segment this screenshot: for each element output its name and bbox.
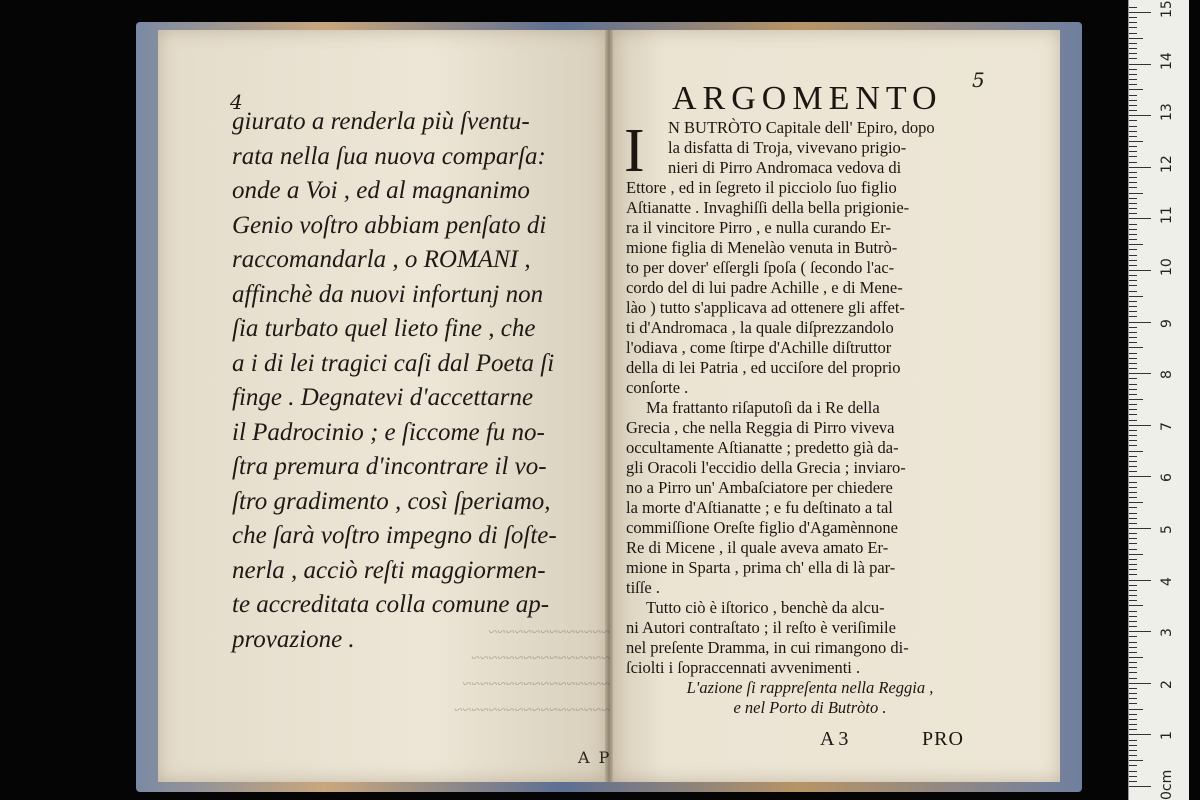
ruler-tick xyxy=(1129,224,1137,225)
ruler-tick xyxy=(1129,760,1143,761)
ruler-tick xyxy=(1129,363,1137,364)
ruler-tick xyxy=(1129,84,1137,85)
measuring-ruler xyxy=(1128,0,1189,800)
ruler-tick xyxy=(1129,244,1143,245)
text-line: te accreditata colla comune ap- xyxy=(232,591,550,618)
text-line: tiſſe . xyxy=(626,578,660,597)
ruler-tick xyxy=(1129,17,1137,18)
ruler-label: 3 xyxy=(1159,628,1175,638)
text-line: finge . Degnatevi d'accettarne xyxy=(232,384,534,411)
ruler-tick xyxy=(1129,569,1137,570)
ruler-tick xyxy=(1129,146,1137,147)
ruler-tick xyxy=(1129,373,1151,374)
ruler-tick xyxy=(1129,502,1143,503)
ruler-tick xyxy=(1129,239,1137,240)
ruler-tick xyxy=(1129,131,1137,132)
ruler-tick xyxy=(1129,151,1137,152)
ruler-tick xyxy=(1129,260,1137,261)
ruler-tick xyxy=(1129,549,1137,550)
ruler-tick xyxy=(1129,120,1137,121)
text-line: to per dover' eſſergli ſpoſa ( ſecondo l'ac- xyxy=(626,258,895,277)
ruler-tick xyxy=(1129,213,1137,214)
ruler-tick xyxy=(1129,693,1137,694)
text-line: ra il vincitore Pirro , e nulla curando Er- xyxy=(626,218,891,237)
ruler-tick xyxy=(1129,621,1137,622)
ruler-tick xyxy=(1129,249,1137,250)
ruler-tick xyxy=(1129,590,1137,591)
ruler-tick xyxy=(1129,667,1137,668)
ruler-tick xyxy=(1129,497,1137,498)
ruler-tick xyxy=(1129,337,1137,338)
ruler-tick xyxy=(1129,492,1137,493)
ruler-tick xyxy=(1129,347,1143,348)
ruler-tick xyxy=(1129,781,1137,782)
ruler-tick xyxy=(1129,404,1137,405)
text-line: nieri di Pirro Andromaca vedova di xyxy=(668,158,902,177)
ruler-label: 0cm xyxy=(1159,769,1175,800)
ruler-tick xyxy=(1129,115,1151,116)
ruler-tick xyxy=(1129,198,1137,199)
ruler-tick xyxy=(1129,399,1143,400)
ruler-tick xyxy=(1129,461,1137,462)
ruler-tick xyxy=(1129,564,1137,565)
ruler-tick xyxy=(1129,353,1137,354)
ruler-tick xyxy=(1129,533,1137,534)
ruler-tick xyxy=(1129,296,1143,297)
ruler-tick xyxy=(1129,177,1137,178)
text-line: commiſſione Oreſte figlio d'Agamènnone xyxy=(626,518,898,537)
ruler-tick xyxy=(1129,332,1137,333)
ruler-tick xyxy=(1129,528,1151,529)
ruler-tick xyxy=(1129,678,1137,679)
ruler-tick xyxy=(1129,776,1137,777)
text-line: il Padrocinio ; e ſiccome fu no- xyxy=(232,418,545,446)
ruler-tick xyxy=(1129,126,1137,127)
ruler-tick xyxy=(1129,218,1151,219)
text-line: ſtra premura d'incontrare il vo- xyxy=(232,453,547,480)
ruler-tick xyxy=(1129,316,1137,317)
ruler-tick xyxy=(1129,389,1137,390)
ruler-tick xyxy=(1129,409,1137,410)
ruler-tick xyxy=(1129,435,1137,436)
ruler-tick xyxy=(1129,7,1137,8)
text-line: onde a Voi , ed al magnanimo xyxy=(232,177,530,204)
ruler-tick xyxy=(1129,414,1137,415)
ruler-tick xyxy=(1129,559,1137,560)
text-line: l'odiava , come ſtirpe d'Achille diſtruttor xyxy=(626,338,892,357)
ruler-tick xyxy=(1129,523,1137,524)
right-page-text xyxy=(626,118,994,718)
drop-cap: I xyxy=(624,117,645,185)
ruler-tick xyxy=(1129,430,1137,431)
ruler-tick xyxy=(1129,714,1137,715)
ruler-tick xyxy=(1129,69,1137,70)
text-line: che ſarà voſtro impegno di ſoſte- xyxy=(232,522,557,549)
ruler-tick xyxy=(1129,647,1137,648)
text-line: la disfatta di Troja, vivevano prigio- xyxy=(668,138,907,157)
ruler-tick xyxy=(1129,616,1137,617)
ruler-tick xyxy=(1129,487,1137,488)
ruler-tick xyxy=(1129,291,1137,292)
ruler-tick xyxy=(1129,595,1137,596)
ruler-tick xyxy=(1129,734,1151,735)
ruler-label: 15 xyxy=(1159,0,1175,18)
ruler-tick xyxy=(1129,172,1137,173)
ruler-tick xyxy=(1129,538,1137,539)
left-page-number: 4 xyxy=(230,90,243,114)
text-line: a i di lei tragici caſi dal Poeta ſi xyxy=(232,349,555,377)
ruler-label: 12 xyxy=(1159,154,1175,173)
ruler-tick xyxy=(1129,187,1137,188)
ruler-tick xyxy=(1129,745,1137,746)
text-line: affinchè da nuovi infortunj non xyxy=(232,280,544,308)
left-catchword: A P xyxy=(578,748,612,767)
ruler-tick xyxy=(1129,440,1137,441)
ruler-tick xyxy=(1129,456,1137,457)
ruler-label: 9 xyxy=(1159,318,1175,328)
ruler-label: 2 xyxy=(1159,679,1175,689)
ruler-tick xyxy=(1129,482,1137,483)
ruler-tick xyxy=(1129,255,1137,256)
page-title: ARGOMENTO xyxy=(672,80,943,117)
ruler-tick xyxy=(1129,193,1143,194)
ruler-tick xyxy=(1129,580,1151,581)
text-line: la morte d'Aſtianatte ; e fu deſtinato a tal xyxy=(626,498,893,517)
ruler-tick xyxy=(1129,657,1143,658)
text-line: provazione . xyxy=(232,625,355,653)
ruler-tick xyxy=(1129,280,1137,281)
ruler-tick xyxy=(1129,322,1151,323)
text-line: cordo del di lui padre Achille , e di Mene- xyxy=(626,278,903,297)
ruler-tick xyxy=(1129,631,1151,632)
ruler-tick xyxy=(1129,275,1137,276)
ruler-tick xyxy=(1129,311,1137,312)
ruler-tick xyxy=(1129,110,1137,111)
closing-line: L'azione ſi rappreſenta nella Reggia , xyxy=(686,678,934,697)
ruler-tick xyxy=(1129,162,1137,163)
ruler-tick xyxy=(1129,327,1137,328)
ruler-label: 14 xyxy=(1159,51,1175,70)
text-line: N BUTRÒTO Capitale dell' Epiro, dopo xyxy=(668,118,935,137)
text-line: nerla , acciò reſti maggiormen- xyxy=(232,556,546,584)
ruler-tick xyxy=(1129,554,1143,555)
ruler-tick xyxy=(1129,611,1137,612)
text-line: raccomandarla , o ROMANI , xyxy=(232,246,531,273)
ruler-tick xyxy=(1129,285,1137,286)
ruler-tick xyxy=(1129,451,1143,452)
ruler-tick xyxy=(1129,755,1137,756)
ruler-label: 6 xyxy=(1159,473,1175,483)
ruler-tick xyxy=(1129,270,1151,271)
ruler-tick xyxy=(1129,141,1143,142)
ruler-tick xyxy=(1129,471,1137,472)
text-line: Ettore , ed in ſegreto il picciolo ſuo figlio xyxy=(626,178,897,197)
ruler-tick xyxy=(1129,703,1137,704)
ruler-tick xyxy=(1129,750,1137,751)
ruler-label: 11 xyxy=(1159,206,1175,225)
ruler-tick xyxy=(1129,167,1151,168)
text-line: Genio voſtro abbiam penſato di xyxy=(232,211,547,239)
ruler-tick xyxy=(1129,786,1151,787)
ruler-tick xyxy=(1129,672,1137,673)
ruler-tick xyxy=(1129,182,1137,183)
text-line: Re di Micene , il quale aveva amato Er- xyxy=(626,538,889,557)
ruler-tick xyxy=(1129,642,1137,643)
ruler-tick xyxy=(1129,574,1137,575)
text-line: ti d'Andromaca , la quale diſprezzandolo xyxy=(626,318,894,337)
ruler-tick xyxy=(1129,476,1151,477)
ruler-tick xyxy=(1129,358,1137,359)
ruler-label: 4 xyxy=(1159,576,1175,586)
ruler-tick xyxy=(1129,698,1137,699)
ruler-tick xyxy=(1129,58,1137,59)
text-line: conſorte . xyxy=(626,378,689,397)
ruler-tick xyxy=(1129,445,1137,446)
ruler-tick xyxy=(1129,229,1137,230)
text-line: gli Oracoli l'eccidio della Grecia ; inviaro- xyxy=(626,458,906,477)
ruler-tick xyxy=(1129,378,1137,379)
ruler-label: 8 xyxy=(1159,370,1175,380)
ruler-tick xyxy=(1129,301,1137,302)
ruler-tick xyxy=(1129,43,1137,44)
text-line: mione in Sparta , prima ch' ella di là par- xyxy=(626,558,896,577)
text-line: della di lei Patria , ed ucciſore del proprio xyxy=(626,358,901,377)
text-line: Ma frattanto riſaputoſi da i Re della xyxy=(646,398,880,417)
ruler-tick xyxy=(1129,306,1137,307)
ruler-tick xyxy=(1129,89,1143,90)
ruler-tick xyxy=(1129,507,1137,508)
text-line: rata nella ſua nuova comparſa: xyxy=(232,142,546,170)
ruler-tick xyxy=(1129,48,1137,49)
ruler-label: 1 xyxy=(1159,731,1175,741)
ruler-tick xyxy=(1129,683,1151,684)
ruler-tick xyxy=(1129,64,1151,65)
ruler-tick xyxy=(1129,652,1137,653)
ruler-tick xyxy=(1129,729,1137,730)
ruler-tick xyxy=(1129,12,1151,13)
ruler-label: 13 xyxy=(1159,103,1175,122)
ruler-tick xyxy=(1129,543,1137,544)
ruler-tick xyxy=(1129,740,1137,741)
text-line: ſia turbato quel lieto fine , che xyxy=(232,315,536,342)
ruler-tick xyxy=(1129,53,1137,54)
ruler-tick xyxy=(1129,719,1137,720)
ruler-tick xyxy=(1129,605,1143,606)
ruler-tick xyxy=(1129,600,1137,601)
left-page-text xyxy=(232,105,602,657)
ruler-tick xyxy=(1129,27,1137,28)
ruler-tick xyxy=(1129,208,1137,209)
text-line: no a Pirro un' Ambaſciatore per chiedere xyxy=(626,478,893,497)
text-line: ſtro gradimento , così ſperiamo, xyxy=(232,487,551,515)
text-line: Tutto ciò è iſtorico , benchè da alcu- xyxy=(646,598,885,617)
right-catchword: PRO xyxy=(922,728,964,750)
show-through-text: ~~~~~~~~~~~~~~ ~~~~~~~~~~~~~~~~ ~~~~~~~~~~~~~~~~~ ~~~~~~~~~~~~~~~~~~ xyxy=(454,624,610,719)
ruler-tick xyxy=(1129,33,1137,34)
ruler-label: 10 xyxy=(1159,258,1175,276)
ruler-tick xyxy=(1129,585,1137,586)
text-line: nel preſente Dramma, in cui rimangono di- xyxy=(626,638,909,657)
ruler-tick xyxy=(1129,626,1137,627)
text-line: ni Autori contraſtato ; il reſto è veriſimile xyxy=(626,618,896,637)
ruler-tick xyxy=(1129,688,1137,689)
ruler-tick xyxy=(1129,74,1137,75)
ruler-tick xyxy=(1129,100,1137,101)
text-line: Aſtianatte . Invaghiſſi della bella prigionie- xyxy=(626,198,910,217)
ruler-tick xyxy=(1129,265,1137,266)
closing-line: e nel Porto di Butròto . xyxy=(733,698,887,717)
text-line: giurato a renderla più ſventu- xyxy=(232,108,530,135)
ruler-tick xyxy=(1129,420,1137,421)
ruler-label: 7 xyxy=(1159,421,1175,431)
ruler-tick xyxy=(1129,394,1137,395)
ruler-tick xyxy=(1129,771,1137,772)
ruler-tick xyxy=(1129,518,1137,519)
ruler-tick xyxy=(1129,79,1137,80)
ruler-tick xyxy=(1129,466,1137,467)
text-line: ſciolti i ſopraccennati avvenimenti . xyxy=(626,658,861,677)
ruler-tick xyxy=(1129,709,1143,710)
ruler-tick xyxy=(1129,22,1137,23)
signature-mark: A 3 xyxy=(820,728,849,750)
ruler-tick xyxy=(1129,384,1137,385)
text-line: mione figlia di Menelào venuta in Butrò- xyxy=(626,238,898,257)
ruler-tick xyxy=(1129,513,1137,514)
ruler-tick xyxy=(1129,425,1151,426)
ruler-label: 5 xyxy=(1159,525,1175,534)
ruler-tick xyxy=(1129,368,1137,369)
ruler-tick xyxy=(1129,156,1137,157)
ruler-tick xyxy=(1129,342,1137,343)
ruler-tick xyxy=(1129,662,1137,663)
ruler-tick xyxy=(1129,136,1137,137)
text-line: lào ) tutto s'applicava ad ottenere gli affet- xyxy=(626,298,905,317)
right-page-number: 5 xyxy=(972,68,985,92)
text-line: Grecia , che nella Reggia di Pirro viveva xyxy=(626,418,895,437)
ruler-tick xyxy=(1129,234,1137,235)
ruler-tick xyxy=(1129,636,1137,637)
ruler-tick xyxy=(1129,38,1143,39)
ruler-tick xyxy=(1129,203,1137,204)
ruler-tick xyxy=(1129,765,1137,766)
ruler-tick xyxy=(1129,95,1137,96)
text-line: occultamente Aſtianatte ; predetto già da- xyxy=(626,438,899,457)
ruler-tick xyxy=(1129,105,1137,106)
ruler-tick xyxy=(1129,724,1137,725)
